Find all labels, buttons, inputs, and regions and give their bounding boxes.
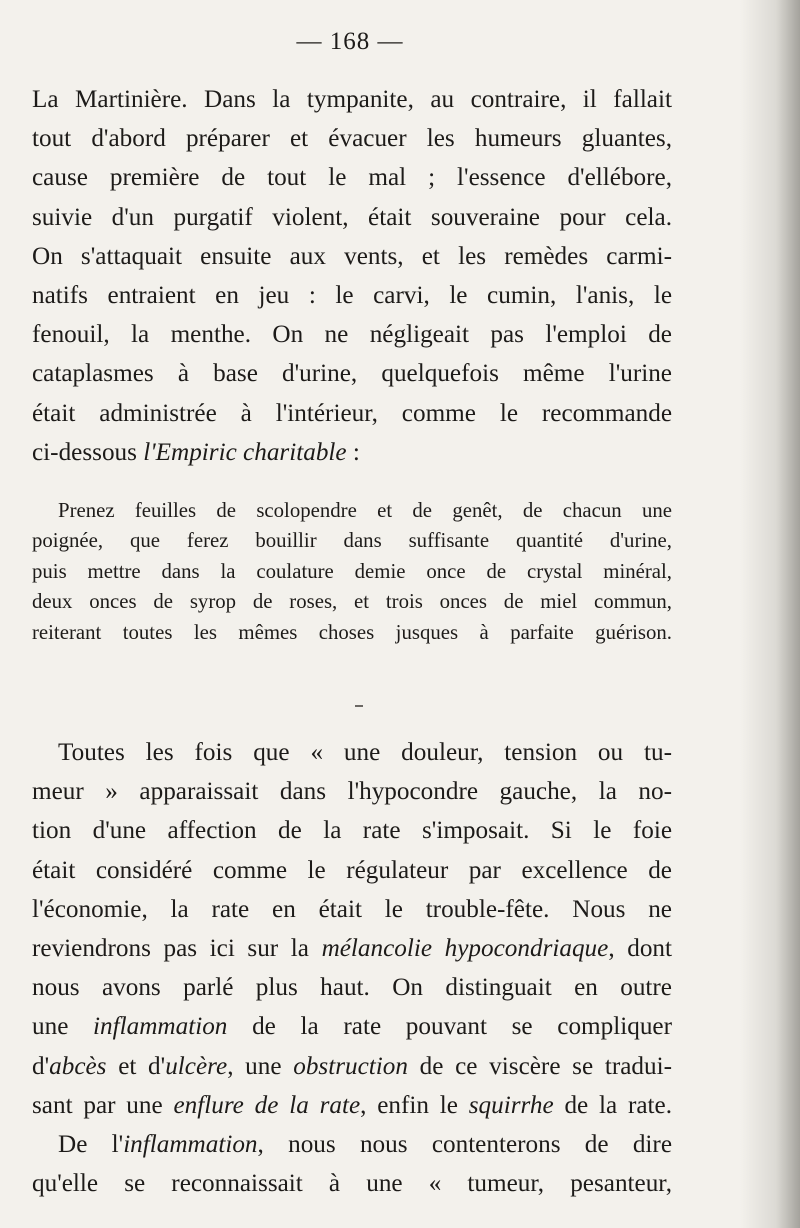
text-line: Toutes les fois que « une douleur, tension ou tu- xyxy=(58,739,672,766)
text-run: sant par une xyxy=(32,1091,174,1119)
text-run: : xyxy=(346,438,360,466)
text-run: de ce viscère se tradui- xyxy=(407,1052,672,1080)
italic-term: inflammation xyxy=(93,1013,228,1041)
text-line xyxy=(32,929,672,968)
text-line: qu'elle se reconnaissait à une « tumeur, pesanteur, xyxy=(32,1170,672,1198)
text-run: De l' xyxy=(58,1131,124,1159)
paragraph-1 xyxy=(32,80,672,472)
text-run: une xyxy=(32,1013,94,1041)
text-line: natifs entraient en jeu : le carvi, le cumin, l'anis, le xyxy=(32,282,672,310)
text-line: était considéré comme le régulateur par excellence de xyxy=(32,856,672,884)
italic-term: obstruction xyxy=(293,1052,408,1080)
text-run: reviendrons pas ici sur la xyxy=(32,935,322,963)
text-line xyxy=(32,1086,672,1125)
italic-term: mélancolie hypocondriaque xyxy=(321,935,609,963)
text-line xyxy=(32,433,672,472)
text-run: d' xyxy=(32,1052,50,1080)
text-line: tout d'abord préparer et évacuer les humeurs gluantes, xyxy=(32,125,672,153)
quote-line: poignée, que ferez bouillir dans suffisante quantité d'urine, xyxy=(32,529,672,553)
text-line xyxy=(32,1007,672,1046)
quote-line: Prenez feuilles de scolopendre et de genêt, de chacun une xyxy=(58,499,672,522)
page-number: — 168 — xyxy=(296,28,404,55)
text-line: cause première de tout le mal ; l'essence d'ellébore, xyxy=(32,164,672,192)
text-run: , dont xyxy=(608,935,673,963)
section-separator xyxy=(355,705,363,707)
text-line: La Martinière. Dans la tympanite, au contraire, il fallait xyxy=(32,86,672,113)
quote-line: deux onces de syrop de roses, et trois onces de miel commun, xyxy=(32,590,672,614)
book-title: l'Empiric charitable xyxy=(143,438,347,466)
text-line: était administrée à l'intérieur, comme le recommande xyxy=(32,399,672,427)
text-line: tion d'une affection de la rate s'imposait. Si le foie xyxy=(32,817,672,845)
text-run: et d' xyxy=(106,1052,166,1080)
text-line: cataplasmes à base d'urine, quelquefois même l'urine xyxy=(32,360,672,388)
text-line xyxy=(32,1125,672,1164)
text-line: suivie d'un purgatif violent, était souveraine pour cela. xyxy=(32,203,672,231)
text-line: nous avons parlé plus haut. On distinguait en outre xyxy=(32,974,672,1002)
text-run: , enfin le xyxy=(360,1091,469,1119)
text-run: , une xyxy=(227,1052,294,1080)
text-line: l'économie, la rate en était le trouble-fête. Nous ne xyxy=(32,895,672,923)
text-run: , nous nous contenterons de dire xyxy=(257,1131,672,1159)
text-run: de la rate. xyxy=(553,1091,672,1119)
italic-term: abcès xyxy=(49,1052,107,1080)
quote-line: reiterant toutes les mêmes choses jusques à parfaite guérison. xyxy=(32,620,672,644)
text-run: de la rate pouvant se compliquer xyxy=(227,1013,672,1041)
italic-term: inflammation xyxy=(123,1131,258,1159)
paragraph-2 xyxy=(32,733,672,1203)
text-line xyxy=(32,1047,672,1086)
quotation-block xyxy=(32,496,672,648)
text-run: ci-dessous xyxy=(32,438,144,466)
text-line: meur » apparaissait dans l'hypocondre gauche, la no- xyxy=(32,778,672,806)
text-line: On s'attaquait ensuite aux vents, et les remèdes carmi- xyxy=(32,242,672,270)
italic-term: squirrhe xyxy=(468,1091,554,1119)
italic-term: ulcère xyxy=(165,1052,228,1080)
italic-term: enflure de la rate xyxy=(173,1091,361,1119)
page-gutter-shadow xyxy=(740,0,800,1228)
text-line: fenouil, la menthe. On ne négligeait pas l'emploi de xyxy=(32,321,672,349)
quote-line: puis mettre dans la coulature demie once de crystal minéral, xyxy=(32,559,672,583)
